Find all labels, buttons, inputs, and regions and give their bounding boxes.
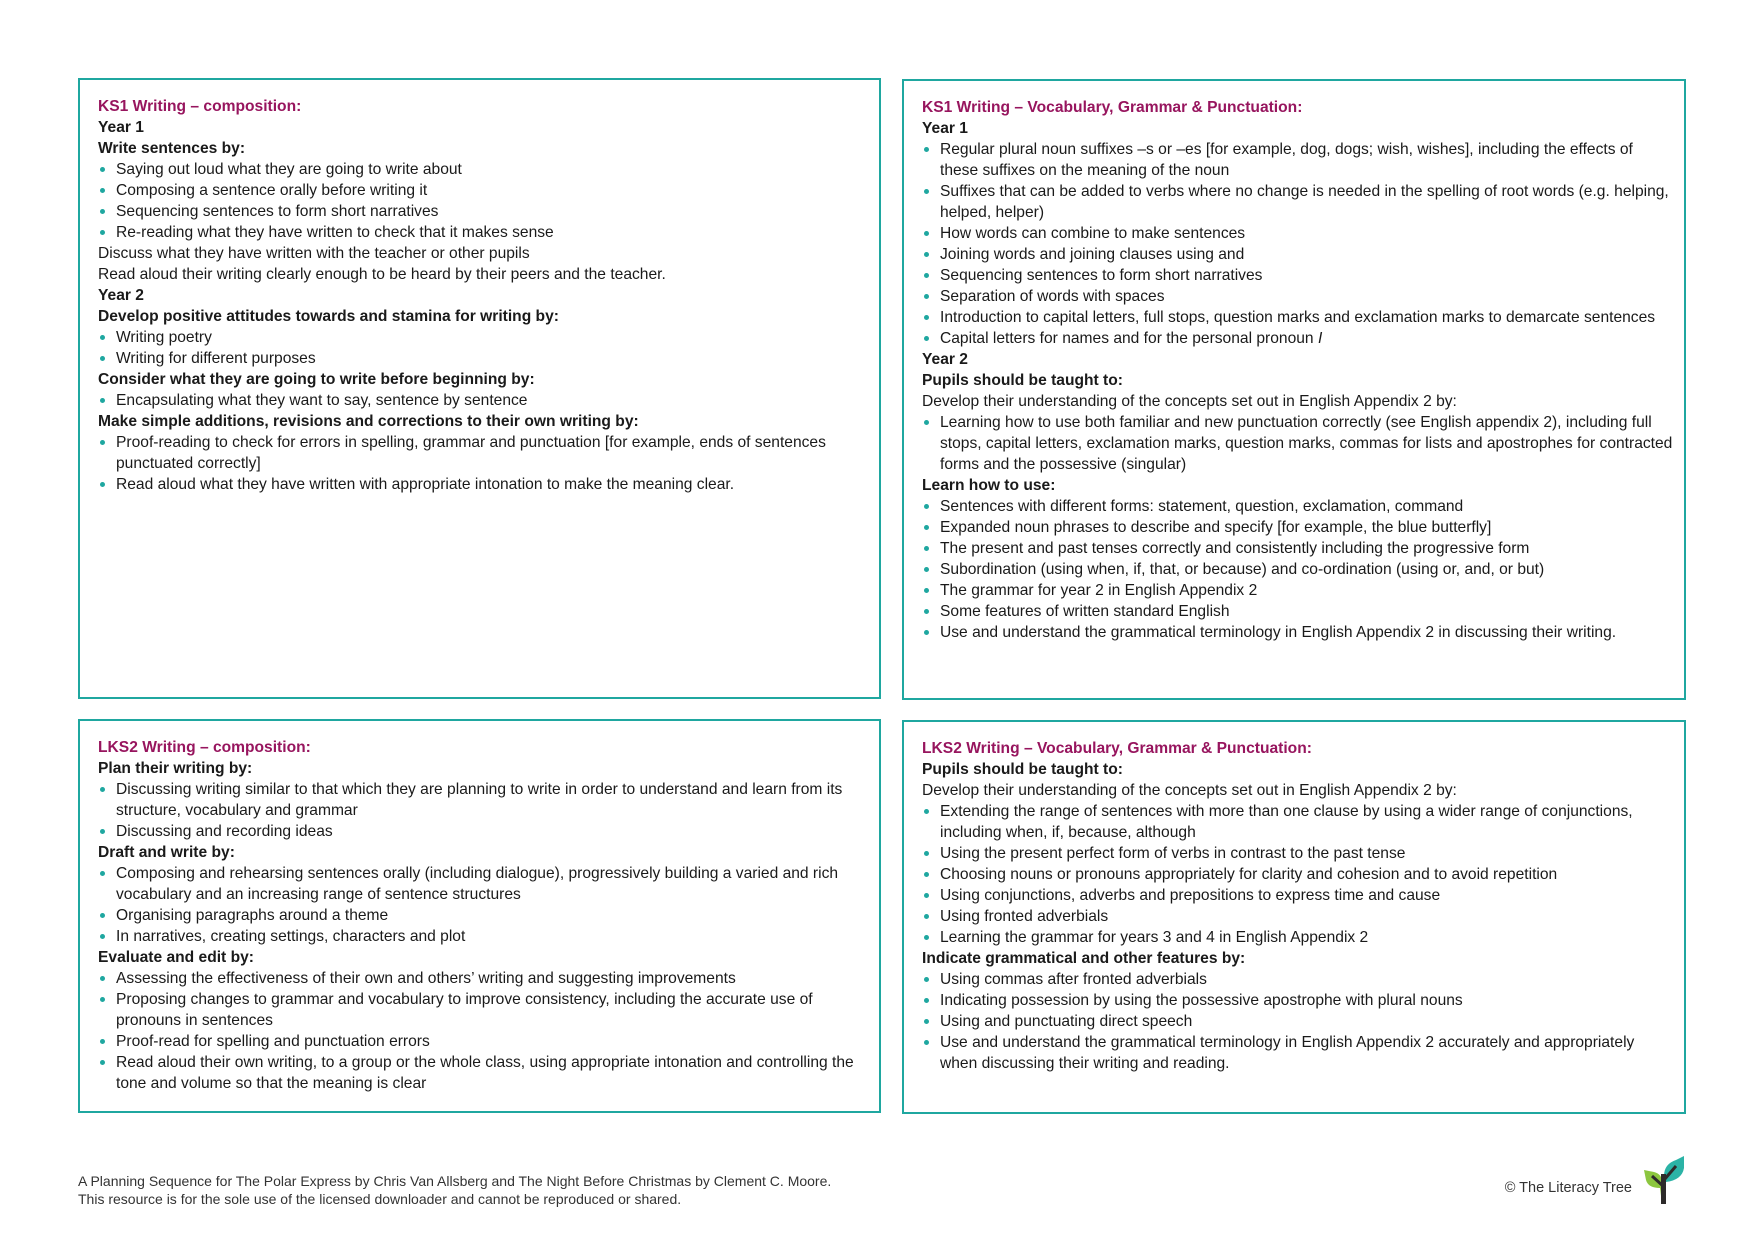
panel-title: KS1 Writing – Vocabulary, Grammar & Punctuation:: [922, 99, 1303, 116]
tree-logo-icon: [1640, 1152, 1686, 1204]
list-item: Learning the grammar for years 3 and 4 in English Appendix 2: [922, 927, 1674, 948]
body-text: Read aloud their writing clearly enough to be heard by their peers and the teacher.: [98, 266, 666, 283]
section-heading: Pupils should be taught to:: [922, 761, 1123, 778]
list-item: Using conjunctions, adverbs and prepositions to express time and cause: [922, 885, 1674, 906]
list-item: Using commas after fronted adverbials: [922, 969, 1674, 990]
list-item: Encapsulating what they want to say, sentence by sentence: [98, 390, 869, 411]
ks1-vgp-panel: [902, 79, 1686, 700]
bullet-list: [98, 432, 869, 495]
list-item: Sequencing sentences to form short narratives: [98, 201, 869, 222]
bullet-list: [98, 779, 869, 842]
list-item: Read aloud what they have written with appropriate intonation to make the meaning clear.: [98, 474, 869, 495]
list-item: Learning how to use both familiar and new punctuation correctly (see English appendix 2), including full stops, capital letters, exclamation marks, question marks, commas for lists and apostrophes for contracted forms and the possessive (singular): [922, 412, 1674, 475]
list-item: Using and punctuating direct speech: [922, 1011, 1674, 1032]
list-item: [922, 328, 1674, 349]
section-heading: Indicate grammatical and other features by:: [922, 950, 1246, 967]
panel-title: LKS2 Writing – composition:: [98, 739, 311, 756]
list-item: Joining words and joining clauses using and: [922, 244, 1674, 265]
list-item: Proof-read for spelling and punctuation errors: [98, 1031, 869, 1052]
list-item: Re-reading what they have written to check that it makes sense: [98, 222, 869, 243]
list-item: Proposing changes to grammar and vocabulary to improve consistency, including the accurate use of pronouns in sentences: [98, 989, 869, 1031]
section-heading: Plan their writing by:: [98, 760, 253, 777]
year-heading: Year 2: [922, 351, 968, 368]
section-heading: Make simple additions, revisions and corrections to their own writing by:: [98, 413, 639, 430]
list-item: Use and understand the grammatical terminology in English Appendix 2 accurately and appropriately when discussing their writing and reading.: [922, 1032, 1674, 1074]
year-heading: Year 2: [98, 287, 144, 304]
pronoun-text: I: [1317, 330, 1323, 347]
bullet-list: [98, 159, 869, 243]
list-item: Suffixes that can be added to verbs where no change is needed in the spelling of root words (e.g. helping, helped, helper): [922, 181, 1674, 223]
list-item: Discussing writing similar to that which they are planning to write in order to understand and learn from its structure, vocabulary and grammar: [98, 779, 869, 821]
year-heading: Year 1: [98, 119, 144, 136]
list-item: Introduction to capital letters, full stops, question marks and exclamation marks to demarcate sentences: [922, 307, 1674, 328]
list-item: Choosing nouns or pronouns appropriately for clarity and cohesion and to avoid repetition: [922, 864, 1674, 885]
list-item: Writing for different purposes: [98, 348, 869, 369]
bullet-list: [98, 327, 869, 369]
list-item: Use and understand the grammatical terminology in English Appendix 2 in discussing their writing.: [922, 622, 1674, 643]
section-heading: Write sentences by:: [98, 140, 246, 157]
body-text: Develop their understanding of the concepts set out in English Appendix 2 by:: [922, 393, 1457, 410]
bullet-list: [922, 412, 1674, 475]
list-item: Composing a sentence orally before writing it: [98, 180, 869, 201]
bullet-list: [922, 801, 1674, 948]
list-item: Regular plural noun suffixes –s or –es [for example, dog, dogs; wish, wishes], including the effects of these suffixes on the meaning of the noun: [922, 139, 1674, 181]
list-item: Some features of written standard English: [922, 601, 1674, 622]
list-item: Indicating possession by using the possessive apostrophe with plural nouns: [922, 990, 1674, 1011]
year-heading: Year 1: [922, 120, 968, 137]
panel-title: LKS2 Writing – Vocabulary, Grammar & Punctuation:: [922, 740, 1312, 757]
section-heading: Learn how to use:: [922, 477, 1056, 494]
list-item: Composing and rehearsing sentences orally (including dialogue), progressively building a varied and rich vocabulary and an increasing range of sentence structures: [98, 863, 869, 905]
list-item: Read aloud their own writing, to a group or the whole class, using appropriate intonation and controlling the tone and volume so that the meaning is clear: [98, 1052, 869, 1094]
list-item: Saying out loud what they are going to write about: [98, 159, 869, 180]
footer-line: This resource is for the sole use of the licensed downloader and cannot be reproduced or shared.: [78, 1191, 682, 1207]
ks1-composition-panel: [78, 78, 881, 699]
bullet-list: [922, 139, 1674, 349]
footer-line: A Planning Sequence for The Polar Express by Chris Van Allsberg and The Night Before Christmas by Clement C. Moore.: [78, 1173, 832, 1189]
panel-title: KS1 Writing – composition:: [98, 98, 302, 115]
list-item: How words can combine to make sentences: [922, 223, 1674, 244]
list-item: Extending the range of sentences with more than one clause by using a wider range of conjunctions, including when, if, because, although: [922, 801, 1674, 843]
bullet-list: [922, 496, 1674, 643]
section-heading: Pupils should be taught to:: [922, 372, 1123, 389]
list-item: Sentences with different forms: statement, question, exclamation, command: [922, 496, 1674, 517]
list-item: Expanded noun phrases to describe and specify [for example, the blue butterfly]: [922, 517, 1674, 538]
list-item: Separation of words with spaces: [922, 286, 1674, 307]
list-item: Using fronted adverbials: [922, 906, 1674, 927]
list-item: The grammar for year 2 in English Appendix 2: [922, 580, 1674, 601]
list-item: Sequencing sentences to form short narratives: [922, 265, 1674, 286]
bullet-list: [98, 390, 869, 411]
list-item: In narratives, creating settings, characters and plot: [98, 926, 869, 947]
section-heading: Consider what they are going to write before beginning by:: [98, 371, 535, 388]
footer-text: [78, 1172, 831, 1208]
section-heading: Draft and write by:: [98, 844, 235, 861]
bullet-list: [922, 969, 1674, 1074]
list-item: Assessing the effectiveness of their own and others’ writing and suggesting improvements: [98, 968, 869, 989]
list-item: The present and past tenses correctly and consistently including the progressive form: [922, 538, 1674, 559]
body-text: Discuss what they have written with the teacher or other pupils: [98, 245, 530, 262]
list-item: Using the present perfect form of verbs in contrast to the past tense: [922, 843, 1674, 864]
section-heading: Develop positive attitudes towards and stamina for writing by:: [98, 308, 559, 325]
list-item: Writing poetry: [98, 327, 869, 348]
lks2-composition-panel: [78, 719, 881, 1113]
bullet-list: [98, 863, 869, 947]
list-item-text: Capital letters for names and for the personal pronoun: [940, 330, 1314, 347]
list-item: Organising paragraphs around a theme: [98, 905, 869, 926]
lks2-vgp-panel: [902, 720, 1686, 1114]
body-text: Develop their understanding of the concepts set out in English Appendix 2 by:: [922, 782, 1457, 799]
list-item: Discussing and recording ideas: [98, 821, 869, 842]
section-heading: Evaluate and edit by:: [98, 949, 254, 966]
footer-brand: [1505, 1152, 1686, 1204]
copyright-text: © The Literacy Tree: [1504, 1180, 1632, 1196]
bullet-list: [98, 968, 869, 1094]
list-item: Proof-reading to check for errors in spelling, grammar and punctuation [for example, ends of sentences punctuated correctly]: [98, 432, 869, 474]
list-item: Subordination (using when, if, that, or because) and co-ordination (using or, and, or but): [922, 559, 1674, 580]
